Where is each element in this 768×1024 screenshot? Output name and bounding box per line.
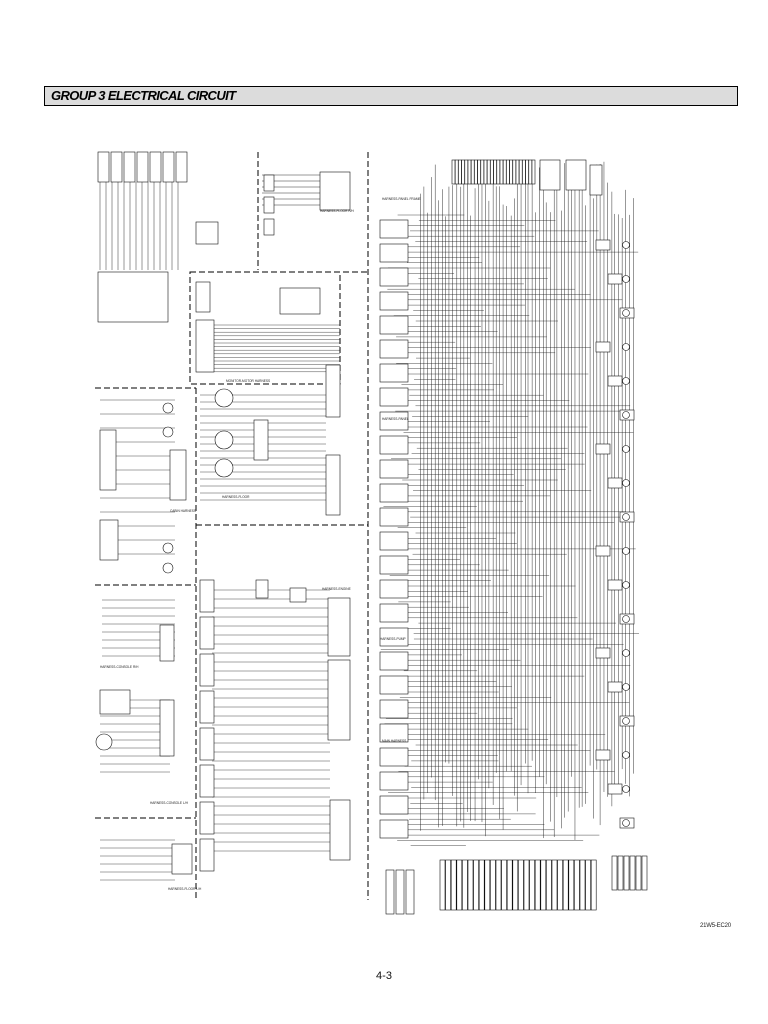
connector [574,860,579,910]
connector [569,860,574,910]
connector [535,860,540,910]
connector [326,365,340,417]
connector [532,160,535,184]
connector [264,175,274,191]
connector [566,160,586,190]
connector [546,860,551,910]
connector [452,160,455,184]
lamp-symbol [623,752,630,759]
lamp-symbol [623,514,630,521]
connector [462,860,467,910]
section-title: GROUP 3 ELECTRICAL CIRCUIT [51,88,236,103]
connector [624,856,629,890]
connector [196,222,218,244]
connector [608,274,622,284]
connector [513,860,518,910]
connector [519,160,522,184]
connector [150,152,161,182]
connector [586,860,591,910]
lamp-symbol [623,582,630,589]
connector [290,588,306,602]
connector [320,172,350,210]
connector [200,617,214,649]
connector [474,160,477,184]
connector [481,160,484,184]
connector [507,860,512,910]
lamp-symbol [623,820,630,827]
connector [380,604,408,622]
connector [176,152,187,182]
connector [196,320,214,372]
connector [264,219,274,235]
lamp-symbol [623,684,630,691]
connector [256,580,268,598]
connector [462,160,465,184]
connector [608,682,622,692]
connector [608,478,622,488]
lamp-symbol [163,427,173,437]
connector [254,420,268,460]
connector [380,676,408,694]
connector [455,160,458,184]
connector [541,860,546,910]
harness-label: HARNESS-CONSOLE R/H [100,665,139,669]
connector [100,690,130,714]
lamp-symbol [623,786,630,793]
connector [380,244,408,262]
lamp-symbol [623,718,630,725]
lamp-symbol [163,543,173,553]
connector [98,272,168,322]
lamp-symbol [623,650,630,657]
connector [494,160,497,184]
connector [396,870,404,914]
connector [440,860,445,910]
lamp-symbol [623,310,630,317]
drawing-number: 21W5-EC20 [700,923,731,929]
connector [380,772,408,790]
connector [596,750,610,760]
connector [596,546,610,556]
connector [328,598,350,656]
lamp-symbol [623,344,630,351]
lamp-symbol [623,548,630,555]
connector [380,484,408,502]
harness-label: MONITOR-MOTOR HARNESS [226,379,271,383]
lamp-symbol [163,403,173,413]
connector [328,660,350,740]
lamp-symbol [623,242,630,249]
lamp-symbol [623,378,630,385]
connector [580,860,585,910]
connector [487,160,490,184]
connector [608,580,622,590]
connector [490,160,493,184]
connector [516,160,519,184]
connector [380,412,408,430]
connector [596,240,610,250]
connector [552,860,557,910]
connector [506,160,509,184]
connector [380,556,408,574]
connector [630,856,635,890]
connector [591,860,596,910]
connector [380,436,408,454]
connector [380,700,408,718]
connector [474,860,479,910]
connector [590,165,602,195]
harness-label: HARNESS-CONSOLE L/H [150,801,188,805]
connector [612,856,617,890]
connector [458,160,461,184]
connector [596,444,610,454]
lamp-symbol [623,616,630,623]
connector [530,860,535,910]
connector [380,340,408,358]
lamp-symbol [623,276,630,283]
harness-label: HARNESS-FLOOR [222,495,250,499]
lamp-symbol [163,563,173,573]
connector [471,160,474,184]
connector [264,197,274,213]
connector [563,860,568,910]
harness-label: HARNESS-PANEL [382,417,409,421]
harness-label: HARNESS-FLOOR R/H [320,209,354,213]
connector [380,388,408,406]
connector [380,796,408,814]
connector [200,765,214,797]
connector [380,820,408,838]
connector [596,648,610,658]
connector [642,856,647,890]
connector [330,800,350,860]
connector [468,160,471,184]
harness-label: HARNESS-ENGINE [322,587,351,591]
connector [326,455,340,515]
harness-label: HARNESS-PUMP [380,637,406,641]
connector [503,160,506,184]
connector [468,860,473,910]
connector [380,220,408,238]
connector [465,160,468,184]
connector [163,152,174,182]
connector [124,152,135,182]
connector [608,376,622,386]
connector [137,152,148,182]
connector [518,860,523,910]
connector [618,856,623,890]
connector [479,860,484,910]
connector [172,844,192,874]
connector [406,870,414,914]
connector [100,430,116,490]
connector [200,654,214,686]
connector [200,839,214,871]
lamp-symbol [623,480,630,487]
connector [496,860,501,910]
connector [524,860,529,910]
lamp-symbol [623,446,630,453]
connector [596,342,610,352]
connector [478,160,481,184]
connector [457,860,462,910]
connector [280,288,320,314]
connector [513,160,516,184]
electrical-components [96,152,647,914]
connector [608,784,622,794]
connector [490,860,495,910]
connector [200,580,214,612]
page-number: 4-3 [376,970,392,982]
connector [170,450,186,500]
connector [485,860,490,910]
connector [510,160,513,184]
connector [200,691,214,723]
connector [500,160,503,184]
connector [522,160,525,184]
connector [200,802,214,834]
connector [380,316,408,334]
connector [451,860,456,910]
connector [100,520,118,560]
lamp-symbol [215,459,233,477]
harness-label: CABIN HARNESS [170,509,197,513]
connector [380,652,408,670]
lamp-symbol [96,734,112,750]
connector [160,625,174,661]
connector [502,860,507,910]
connector [540,160,560,190]
connector [386,870,394,914]
harness-label: HARNESS-FLOOR L/H [168,887,202,891]
wiring-lines [98,161,639,880]
connector [558,860,563,910]
lamp-symbol [623,412,630,419]
connector [200,728,214,760]
connector [526,160,529,184]
harness-label: MAIN HARNESS [382,739,407,743]
connector [380,268,408,286]
connector [380,748,408,766]
connector [636,856,641,890]
connector [160,700,174,756]
connector [111,152,122,182]
harness-label: HARNESS-PANEL FRAME [382,197,421,201]
connector [380,292,408,310]
connector [380,364,408,382]
connector [380,508,408,526]
connector [196,282,210,312]
connector [446,860,451,910]
connector [380,460,408,478]
lamp-symbol [215,431,233,449]
connector [484,160,487,184]
connector [529,160,532,184]
connector [497,160,500,184]
connector [98,152,109,182]
connector [380,580,408,598]
connector [380,532,408,550]
lamp-symbol [215,389,233,407]
